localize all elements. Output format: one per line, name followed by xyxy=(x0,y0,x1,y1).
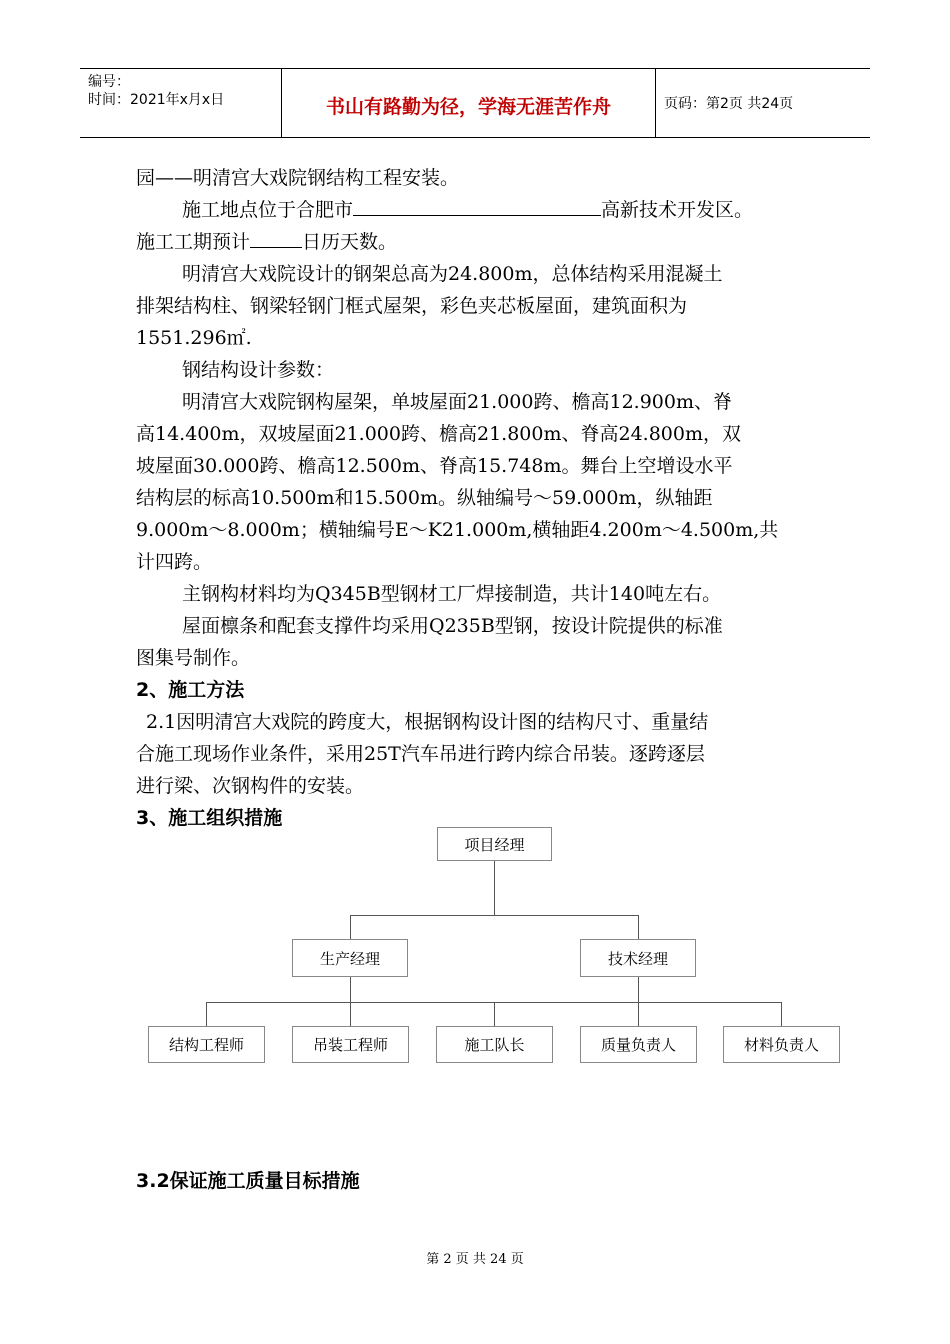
paragraph-line: 坡屋面30.000跨、檐高12.500m、脊高15.748m。舞台上空增设水平 xyxy=(136,455,733,477)
org-node-technical-manager: 技术经理 xyxy=(580,939,696,977)
page-header xyxy=(80,68,870,138)
org-connector xyxy=(494,861,495,915)
org-connector xyxy=(350,915,639,916)
org-connector xyxy=(638,1002,639,1026)
paragraph-line: 排架结构柱、钢梁轻钢门框式屋架，彩色夹芯板屋面，建筑面积为 xyxy=(136,295,688,317)
paragraph-line: 结构层的标高10.500m和15.500m。纵轴编号～59.000m，纵轴距 xyxy=(136,487,713,509)
location-suffix: 高新技术开发区。 xyxy=(601,199,754,221)
org-node-team-leader: 施工队长 xyxy=(436,1026,553,1063)
header-meta xyxy=(80,69,282,137)
header-date: 时间：2021年x月x日 xyxy=(88,92,225,108)
page-footer: 第 2 页 共 24 页 xyxy=(426,1252,524,1267)
paragraph-duration xyxy=(136,226,816,258)
org-node-root: 项目经理 xyxy=(437,827,552,861)
paragraph-line: 高14.400m，双坡屋面21.000跨、檐高21.800m、脊高24.800m，双 xyxy=(136,423,741,445)
section-heading-2: 2、施工方法 xyxy=(136,679,245,701)
paragraph-line: 合施工现场作业条件，采用25T汽车吊进行跨内综合吊装。逐跨逐层 xyxy=(136,743,705,765)
location-blank xyxy=(353,195,601,216)
org-node-lifting-engineer: 吊装工程师 xyxy=(292,1026,409,1063)
paragraph-line: 2.1因明清宫大戏院的跨度大，根据钢构设计图的结构尺寸、重量结 xyxy=(146,711,709,733)
section-heading-3: 3、施工组织措施 xyxy=(136,807,283,829)
org-connector xyxy=(638,915,639,939)
org-connector xyxy=(350,915,351,939)
duration-blank xyxy=(250,227,302,248)
paragraph-line: 9.000m～8.000m；横轴编号E～K21.000m,横轴距4.200m～4.500m,共 xyxy=(136,519,779,541)
paragraph-line: 明清宫大戏院钢构屋架，单坡屋面21.000跨、檐高12.900m、脊 xyxy=(182,391,732,413)
header-page-info: 页码：第2页 共24页 xyxy=(664,96,794,112)
section-heading-3-2: 3.2保证施工质量目标措施 xyxy=(136,1170,360,1192)
org-connector xyxy=(350,1002,351,1026)
paragraph-location xyxy=(136,194,816,226)
paragraph-line: 园——明清宫大戏院钢结构工程安装。 xyxy=(136,167,460,189)
header-motto: 书山有路勤为径，学海无涯苦作舟 xyxy=(282,69,656,137)
org-node-quality-lead: 质量负责人 xyxy=(580,1026,697,1063)
org-node-materials-lead: 材料负责人 xyxy=(723,1026,840,1063)
paragraph-line: 图集号制作。 xyxy=(136,647,251,669)
header-number: 编号： xyxy=(88,74,130,90)
paragraph-line: 钢结构设计参数： xyxy=(182,359,335,381)
org-node-production-manager: 生产经理 xyxy=(292,939,408,977)
paragraph-line: 明清宫大戏院设计的钢架总高为24.800m，总体结构采用混凝土 xyxy=(182,263,723,285)
paragraph-line: 1551.296㎡. xyxy=(136,327,252,349)
paragraph-line: 计四跨。 xyxy=(136,551,213,573)
org-connector xyxy=(206,1002,781,1003)
paragraph-line: 主钢构材料均为Q345B型钢材工厂焊接制造，共计140吨左右。 xyxy=(182,583,722,605)
duration-suffix: 日历天数。 xyxy=(302,231,398,253)
org-node-structural-engineer: 结构工程师 xyxy=(148,1026,265,1063)
paragraph-line: 屋面檩条和配套支撑件均采用Q235B型钢，按设计院提供的标准 xyxy=(182,615,723,637)
document-body xyxy=(136,162,816,834)
org-connector xyxy=(206,1002,207,1026)
org-connector xyxy=(638,977,639,1002)
paragraph-line: 进行梁、次钢构件的安装。 xyxy=(136,775,365,797)
org-connector xyxy=(781,1002,782,1026)
org-connector xyxy=(350,977,351,1002)
duration-prefix: 施工工期预计 xyxy=(136,231,251,253)
location-prefix: 施工地点位于合肥市 xyxy=(182,199,354,221)
org-connector xyxy=(494,1002,495,1026)
